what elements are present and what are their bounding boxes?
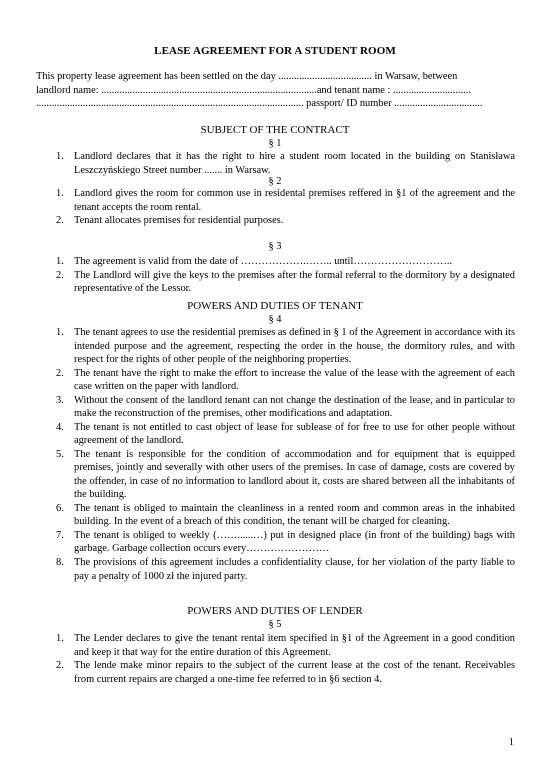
page-number: 1: [508, 737, 514, 748]
clause-number: 1.: [56, 327, 64, 338]
clause-number: 8.: [56, 556, 64, 568]
clause-number: 4.: [56, 421, 64, 433]
clause-text: Without the consent of the landlord tenant can not change the destination of the lease, and in particular to make the reconstruction of the premises, other modifications and adaptation.: [74, 394, 515, 419]
clause-text: The tenant is obliged to weekly (……......…) put in designed place (in front of the building) bags with garbage. Garbage collection occurs every……………………: [74, 529, 515, 554]
clause-text: Tenant allocates premises for residential purposes.: [74, 215, 284, 226]
clause-list-2: [36, 187, 515, 228]
clause-text: The Landlord will give the keys to the premises after the formal referral to the dormitory by a designated representative of the Lessor.: [74, 269, 515, 294]
intro-line: landlord name: ...................................................................................and tenant name : ..............................: [36, 84, 471, 96]
clause-item: [36, 187, 515, 214]
clause-text: The provisions of this agreement includes a confidentiality clause, for her violation of the party liable to pay a penalty of 1000 zł the injured party.: [74, 556, 515, 582]
clause-item: [36, 394, 515, 421]
clause-item: [36, 448, 515, 502]
clause-number: 5.: [56, 448, 64, 460]
clause-item: [36, 556, 515, 585]
clause-number: 2.: [56, 269, 64, 281]
clause-list-5: [36, 632, 515, 686]
clause-item: [36, 214, 515, 228]
clause-text: The tenant have the right to make the effort to increase the value of the lease with the agreement of each case written on the paper with landlord.: [74, 367, 515, 392]
clause-number: 1.: [56, 256, 64, 267]
clause-item: [36, 659, 515, 686]
clause-number: 3.: [56, 394, 64, 406]
paragraph-mark-1: § 1: [268, 138, 282, 149]
clause-item: [36, 269, 515, 296]
clause-item: [36, 367, 515, 394]
clause-item: [36, 150, 515, 177]
clause-text: The Lender declares to give the tenant rental item specified in §1 of the Agreement in a good condition and keep it that way for the entire duration of this Agreement.: [74, 633, 515, 658]
section-heading-subject: SUBJECT OF THE CONTRACT: [200, 124, 350, 136]
clause-text: Landlord gives the room for common use in residental premises reffered in §1 of the agreement and the tenant accepts the room rental.: [74, 188, 515, 213]
clause-number: 2.: [56, 367, 64, 379]
clause-item: [36, 326, 515, 367]
clause-item: [36, 529, 515, 556]
clause-number: 1.: [56, 633, 64, 644]
paragraph-mark-5: § 5: [268, 619, 282, 630]
clause-number: 2.: [56, 215, 64, 226]
clause-text: The tenant is obliged to maintain the cleanliness in a rented room and common areas in the inhabited building. In the event of a breach of this condition, the tenant will be charged for cleaning.: [74, 502, 515, 527]
document-title: LEASE AGREEMENT FOR A STUDENT ROOM: [154, 45, 396, 57]
clause-item: [36, 255, 515, 269]
clause-text: The tenant agrees to use the residential premises as defined in § 1 of the Agreement in accordance with its intended purpose and the agreement, respecting the order in the house, the dormitory rules, and with respect for the rights of other people of the neighboring properties.: [74, 327, 515, 365]
intro-line: This property lease agreement has been settled on the day .................................... in Warsaw, between: [36, 71, 458, 82]
clause-list-4: [36, 326, 515, 585]
paragraph-mark-3: § 3: [268, 241, 282, 252]
intro-paragraph: [36, 70, 515, 111]
section-heading-lender: POWERS AND DUTIES OF LENDER: [187, 605, 363, 617]
clause-list-3: [36, 255, 515, 296]
clause-list-1: [36, 150, 515, 177]
clause-item: [36, 421, 515, 448]
clause-number: 2.: [56, 660, 64, 671]
clause-number: 7.: [56, 529, 64, 541]
clause-number: 1.: [56, 151, 64, 162]
clause-text: The agreement is valid from the date of ……………….…….. until………………………..: [74, 256, 453, 267]
intro-line: ....................................................................................................... passport/ ID number ..................................: [36, 98, 483, 109]
clause-text: The tenant is not entitled to cast object of lease for sublease of for free to use for other people without agreement of the landlord.: [74, 421, 515, 446]
paragraph-mark-2: § 2: [268, 176, 282, 187]
clause-item: [36, 632, 515, 659]
clause-text: Landlord declares that it has the right to hire a student room located in the building on Stanisława Leszczyńskiego Street number ....... in Warsaw.: [74, 151, 515, 176]
paragraph-mark-4: § 4: [268, 314, 282, 325]
clause-number: 1.: [56, 188, 64, 199]
clause-number: 6.: [56, 502, 64, 514]
clause-text: The lende make minor repairs to the subject of the current lease at the cost of the tenant. Receivables from current repairs are charged a one-time fee referred to in §6 section 4.: [74, 660, 515, 685]
clause-item: [36, 502, 515, 529]
clause-text: The tenant is responsible for the condition of accommodation and for equipment that is equipped premises, jointly and severally with other users of the premises. In case of damage, costs are covered by the offender, in case of no information to landlord about it, costs are shared between all the inhabitants of the building.: [74, 448, 515, 500]
section-heading-tenant: POWERS AND DUTIES OF TENANT: [187, 300, 363, 312]
